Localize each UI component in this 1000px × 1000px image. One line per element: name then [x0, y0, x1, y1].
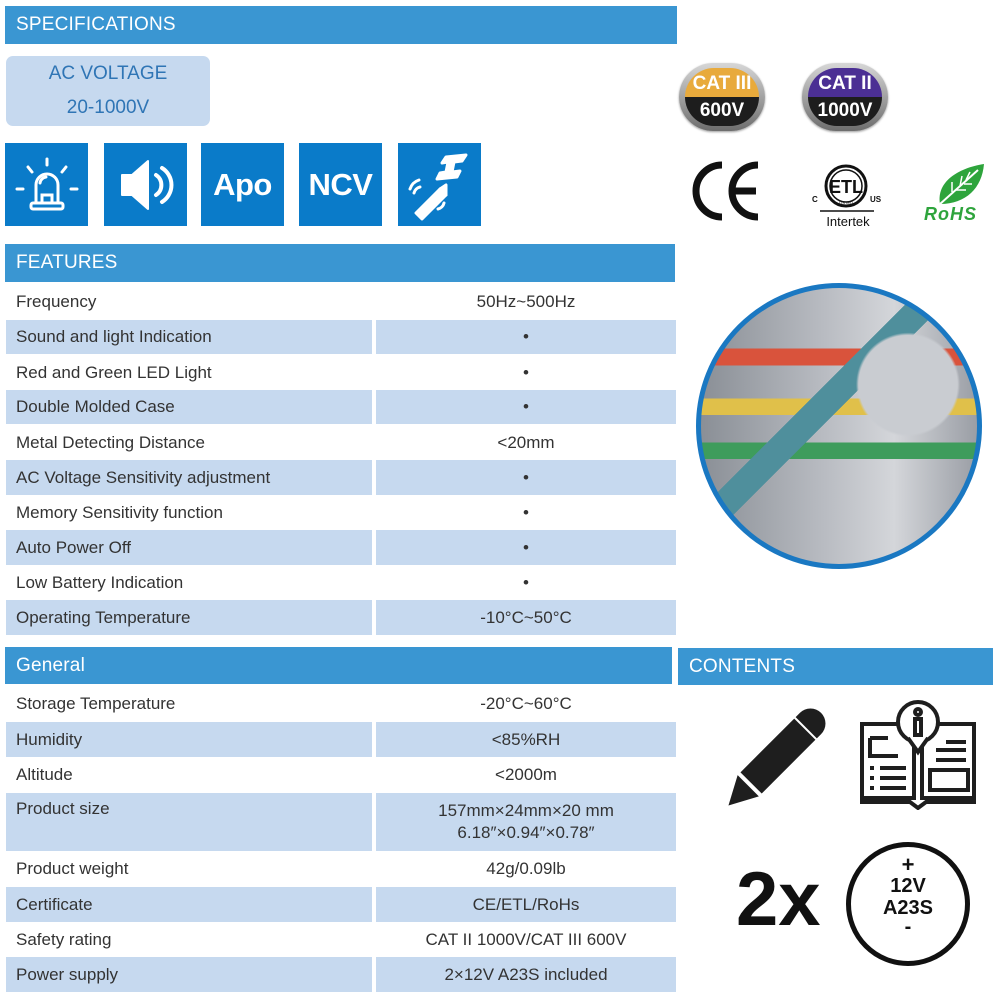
ncv-icon [299, 143, 382, 226]
contents-title: CONTENTS [689, 655, 796, 677]
row-label: Product size [6, 793, 372, 851]
row-value: • [376, 460, 676, 495]
svg-text:ETL: ETL [829, 177, 863, 197]
cat-ii-label: CAT II [808, 68, 882, 97]
usage-photo [696, 283, 982, 569]
table-row [6, 957, 676, 992]
table-row [6, 530, 676, 565]
battery-model: A23S [882, 897, 934, 919]
row-value: 2×12V A23S included [376, 957, 676, 992]
table-row [6, 851, 676, 886]
row-label: Product weight [16, 858, 129, 878]
intertek-label: Intertek [826, 214, 870, 229]
rohs-label: RoHS [924, 204, 977, 224]
table-row [6, 686, 676, 722]
features-header [5, 244, 675, 282]
battery-plus: + [901, 852, 915, 877]
apo-label: Apo [213, 166, 272, 202]
cat-ii-badge [802, 63, 888, 131]
cat-iii-label: CAT III [685, 68, 759, 97]
row-value: -10°C~50°C [376, 600, 676, 635]
battery-a23s-icon [846, 842, 970, 966]
row-value: CE/ETL/RoHs [376, 887, 676, 922]
apo-icon [201, 143, 284, 226]
table-row [6, 460, 676, 495]
ac-voltage-range: 20-1000V [66, 97, 150, 118]
row-label: Low Battery Indication [16, 572, 184, 592]
row-label: Altitude [16, 765, 73, 784]
alarm-light-icon [5, 143, 88, 226]
row-value: • [523, 572, 529, 592]
row-label: AC Voltage Sensitivity adjustment [6, 460, 372, 495]
table-row [6, 495, 676, 530]
row-label: Metal Detecting Distance [16, 432, 205, 452]
table-row [6, 565, 676, 600]
table-row [6, 793, 676, 851]
row-value: <2000m [495, 765, 557, 784]
row-label: Sound and light Indication [6, 320, 372, 354]
row-value: • [376, 390, 676, 424]
metal-detect-icon [398, 143, 481, 226]
product-size-metric: 157mm×24mm×20 mm [438, 801, 614, 820]
row-value: CAT II 1000V/CAT III 600V [425, 929, 627, 949]
cat-iii-badge [679, 63, 765, 131]
svg-text:US: US [870, 195, 882, 204]
row-label: Certificate [6, 887, 372, 922]
rohs-icon [922, 162, 994, 228]
table-row [6, 390, 676, 424]
table-row [6, 284, 676, 319]
row-label: Humidity [6, 722, 372, 757]
table-row [6, 757, 676, 793]
user-manual-icon [858, 698, 978, 815]
row-label: Red and Green LED Light [16, 362, 212, 382]
svg-text:LISTED: LISTED [838, 200, 854, 205]
cat-ii-voltage: 1000V [808, 97, 882, 126]
row-label: Storage Temperature [16, 694, 176, 713]
row-label: Double Molded Case [6, 390, 372, 424]
table-row [6, 355, 676, 390]
row-value: 42g/0.09lb [486, 858, 566, 878]
row-value: • [376, 320, 676, 354]
battery-voltage: 12V [890, 875, 926, 897]
cat-iii-voltage: 600V [685, 97, 759, 126]
etl-listed-icon [808, 162, 888, 232]
row-label: Memory Sensitivity function [16, 502, 223, 522]
row-value: • [376, 530, 676, 565]
row-label: Safety rating [16, 929, 112, 949]
row-value: • [523, 362, 529, 382]
table-row [6, 887, 676, 922]
general-title: General [16, 654, 85, 676]
table-row [6, 922, 676, 957]
row-value: • [523, 502, 529, 522]
table-row [6, 320, 676, 354]
ce-mark-icon [690, 160, 762, 227]
battery-minus: - [904, 916, 912, 938]
table-row [6, 722, 676, 757]
pen-tester-icon [708, 698, 838, 829]
row-value: <85%RH [376, 722, 676, 757]
row-label: Frequency [16, 291, 97, 311]
row-value [376, 793, 676, 851]
row-label: Power supply [6, 957, 372, 992]
general-header [5, 647, 672, 684]
features-title: FEATURES [16, 252, 118, 273]
contents-header [678, 648, 993, 685]
row-value: -20°C~60°C [480, 694, 572, 713]
specifications-title: SPECIFICATIONS [16, 14, 176, 35]
row-label: Operating Temperature [6, 600, 372, 635]
row-value: 50Hz~500Hz [476, 291, 576, 311]
battery-quantity: 2x [736, 857, 821, 942]
ncv-label: NCV [308, 166, 373, 202]
row-label: Auto Power Off [6, 530, 372, 565]
ac-voltage-box [6, 56, 210, 126]
speaker-icon [104, 143, 187, 226]
row-value: <20mm [497, 432, 555, 452]
table-row [6, 425, 676, 460]
svg-text:C: C [812, 195, 818, 204]
ac-voltage-label: AC VOLTAGE [48, 63, 168, 84]
product-size-imperial: 6.18″×0.94″×0.78″ [457, 823, 595, 842]
table-row [6, 600, 676, 635]
specifications-header [5, 6, 677, 44]
